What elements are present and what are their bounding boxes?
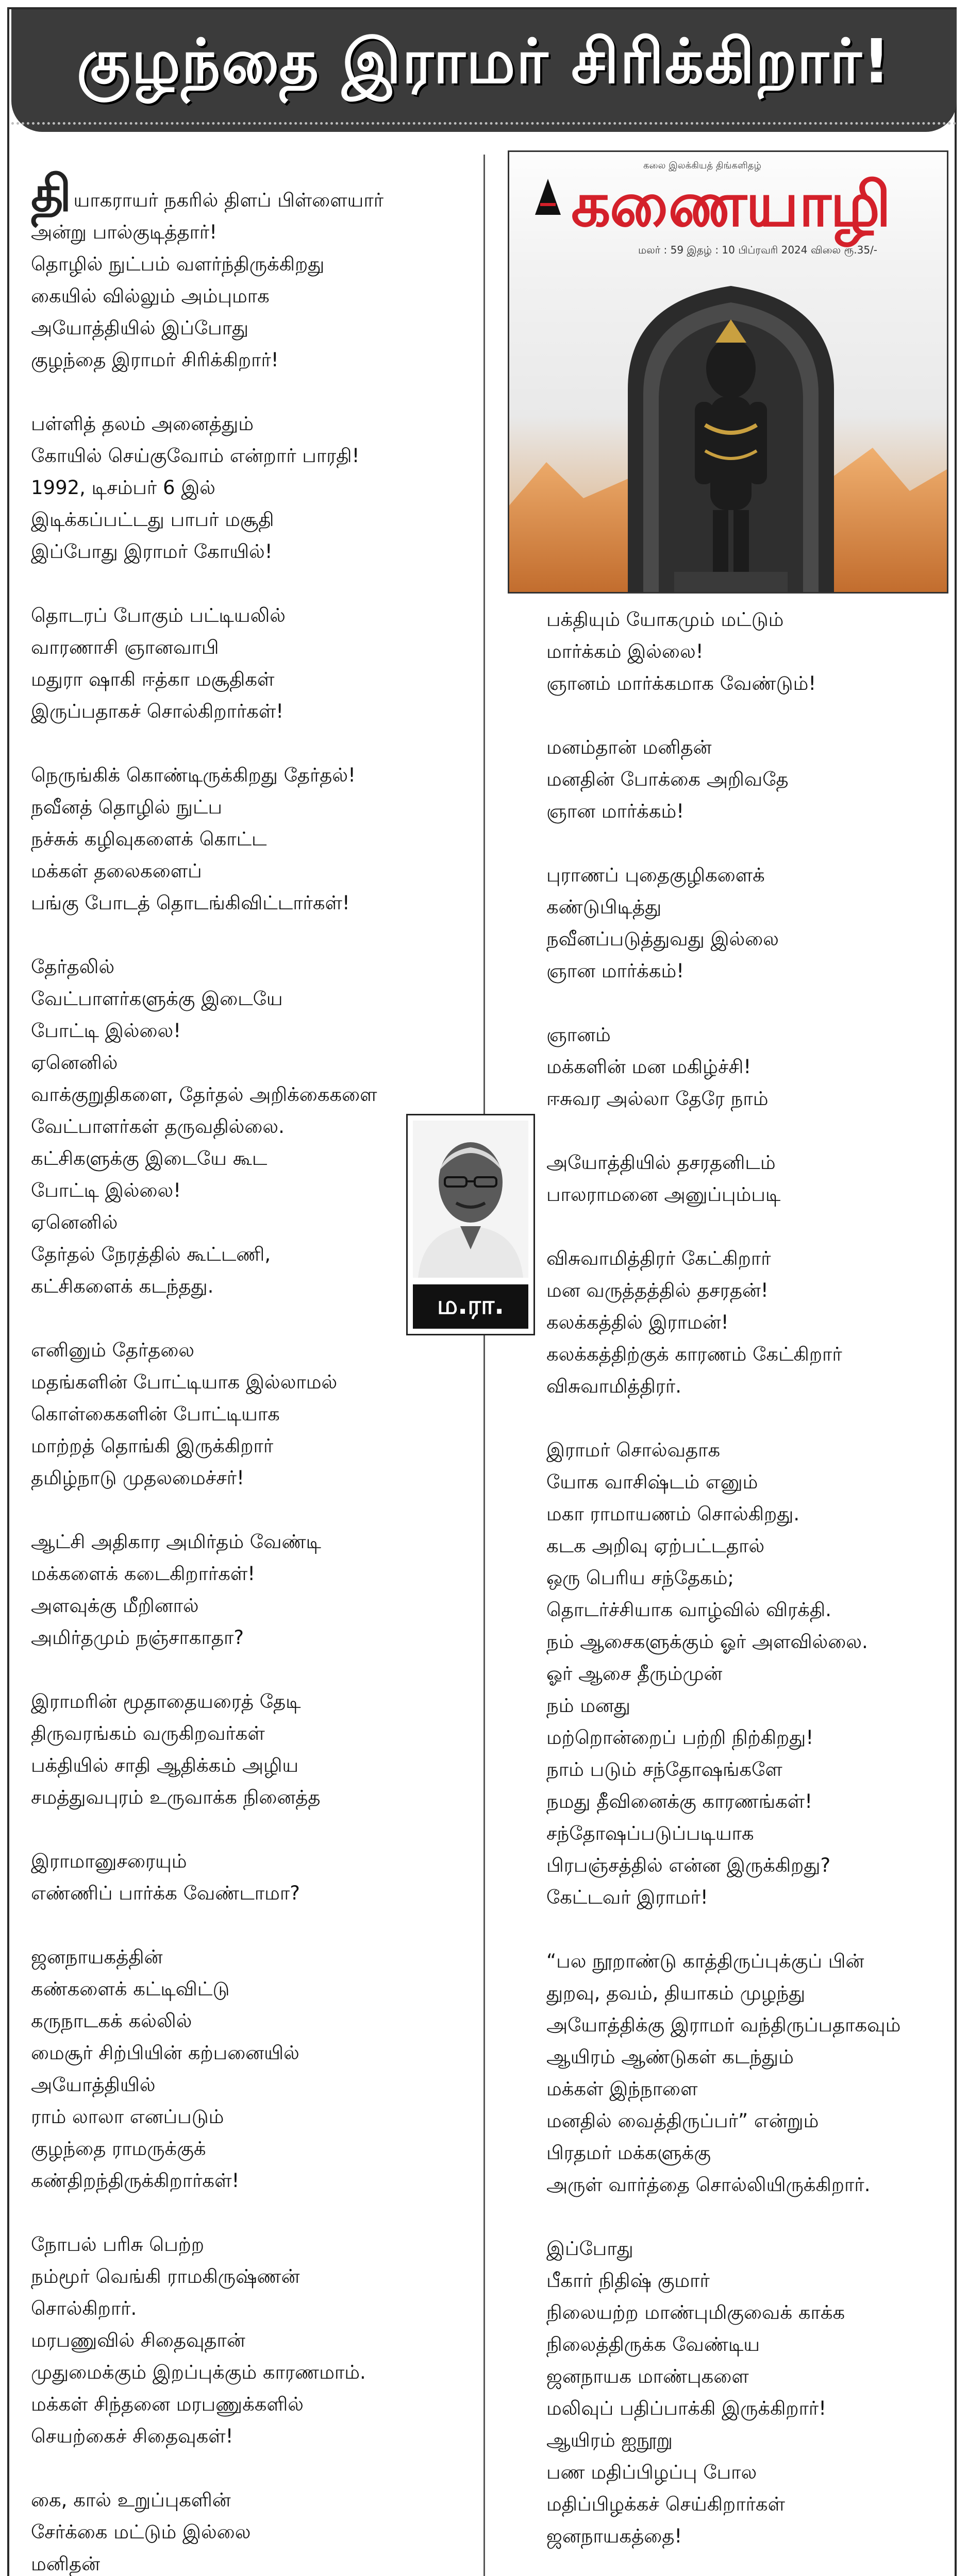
- poem-line-text: மற்றொன்றைப் பற்றி நிற்கிறது!: [546, 1726, 814, 1749]
- stanza: [31, 1686, 469, 1814]
- poem-line: [31, 344, 469, 376]
- poem-line: [546, 1019, 938, 1051]
- poem-line: [31, 2165, 469, 2197]
- poem-line: [31, 1750, 469, 1782]
- poem-line: [31, 2388, 469, 2420]
- poem-line: [546, 923, 938, 955]
- poem-line-text: மலிவுப் பதிப்பாக்கி இருக்கிறார்!: [546, 2397, 827, 2419]
- poem-line: [31, 472, 469, 504]
- poem-line: [31, 216, 469, 248]
- stanza: [546, 1243, 938, 1402]
- poem-line-text: தொடரப் போகும் பட்டியலில்: [31, 604, 286, 626]
- poem-line: [546, 1818, 938, 1850]
- poem-line-text: தமிழ்நாடு முதலமைச்சர்!: [31, 1467, 244, 1489]
- poem-line-text: இராமர் சொல்வதாக: [546, 1439, 721, 1461]
- poem-line-text: நமது தீவினைக்கு காரணங்கள்!: [546, 1790, 813, 1812]
- right-column: [546, 604, 938, 2576]
- poem-line-text: கண்டுபிடித்து: [546, 896, 662, 918]
- poem-line: [31, 1526, 469, 1558]
- cover-logo: கணையாழி: [571, 169, 890, 241]
- poem-line: [546, 795, 938, 827]
- poem-line-text: வாரணாசி ஞானவாபி: [31, 636, 219, 658]
- poem-line-text: நாம் படும் சந்தோஷங்களே: [546, 1758, 782, 1781]
- poem-line-text: மக்கள் தலைகளைப்: [31, 860, 202, 882]
- poem-line: [31, 2548, 469, 2576]
- poem-line: [31, 1207, 469, 1239]
- poem-line-text: தேர்தலில்: [31, 956, 115, 978]
- poem-line-text: முதுமைக்கும் இறப்புக்கும் காரணமாம்.: [31, 2361, 366, 2383]
- poem-line-text: யாகராயர் நகரில் திளப் பிள்ளையார்: [73, 189, 384, 211]
- poem-line-text: மனிதன்: [31, 2553, 101, 2575]
- poem-line-text: கலக்கத்தில் இராமன்!: [546, 1311, 729, 1333]
- stanza: [31, 2484, 469, 2576]
- poem-line: [546, 732, 938, 764]
- ram-idol-image: [617, 270, 844, 594]
- poem-line: [546, 604, 938, 636]
- poem-line-text: பள்ளித் தலம் அனைத்தும்: [31, 413, 254, 435]
- poem-line-text: மக்களின் மன மகிழ்ச்சி!: [546, 1056, 752, 1078]
- poem-line-text: ராம் லாலா எனப்படும்: [31, 2106, 224, 2128]
- poem-line: [31, 1430, 469, 1462]
- poem-line-text: மார்க்கம் இல்லை!: [546, 640, 704, 663]
- poem-line-text: தேர்தல் நேரத்தில் கூட்டணி,: [31, 1243, 271, 1265]
- poem-line: [31, 1175, 469, 1207]
- poem-line-text: கலக்கத்திற்குக் காரணம் கேட்கிறார்: [546, 1343, 842, 1365]
- poem-line-text: அயோத்தியில் தசரதனிடம்: [546, 1151, 776, 1174]
- poem-line: [31, 2133, 469, 2165]
- poem-line-text: மாற்றத் தொங்கி இருக்கிறார்: [31, 1435, 274, 1457]
- poem-line-text: புராணப் புதைகுழிகளைக்: [546, 864, 765, 886]
- poem-line-text: இருப்பதாகச் சொல்கிறார்கள்!: [31, 700, 284, 722]
- poem-line: [31, 2516, 469, 2548]
- poem-line-text: நவீனப்படுத்துவது இல்லை: [546, 928, 779, 950]
- poem-line-text: குழந்தை இராமர் சிரிக்கிறார்!: [31, 349, 279, 371]
- poem-line-text: துறவு, தவம், தியாகம் முழந்து: [546, 1982, 806, 2004]
- stanza: [546, 859, 938, 987]
- poem-line: [546, 2169, 938, 2201]
- poem-line-text: கட்சிகளைக் கடந்தது.: [31, 1275, 214, 1297]
- stanza: [546, 1945, 938, 2201]
- poem-line: [546, 1594, 938, 1626]
- poem-line: [546, 1945, 938, 1977]
- stanza: [31, 1845, 469, 1909]
- poem-line: [546, 2361, 938, 2393]
- poem-line: [31, 1270, 469, 1302]
- poem-line-text: கண்திறந்திருக்கிறார்கள்!: [31, 2170, 240, 2192]
- poem-line: [31, 504, 469, 536]
- poem-line: [31, 696, 469, 727]
- poem-line: [546, 891, 938, 923]
- stanza: [31, 408, 469, 568]
- poem-line: [31, 536, 469, 568]
- poem-line-text: இப்போது: [546, 2238, 633, 2260]
- poem-line-text: நச்சுக் கழிவுகளைக் கொட்ட: [31, 828, 267, 850]
- poem-line: [546, 636, 938, 668]
- poem-line-text: அயோத்தியில் இப்போது: [31, 317, 249, 339]
- poem-line: [31, 2069, 469, 2101]
- poem-line-text: கோயில் செய்குவோம் என்றார் பாரதி!: [31, 445, 360, 467]
- poem-line: [546, 1977, 938, 2009]
- poem-line-text: பண மதிப்பிழப்பு போல: [546, 2461, 757, 2483]
- poem-line-text: ஞானம்: [546, 1024, 611, 1046]
- title-banner: [11, 9, 957, 132]
- poem-line: [31, 600, 469, 632]
- poem-line: [546, 1243, 938, 1275]
- stanza: [31, 600, 469, 727]
- poem-line-text: எண்ணிப் பார்க்க வேண்டாமா?: [31, 1882, 300, 1904]
- poem-line-text: இராமரின் மூதாதையரைத் தேடி: [31, 1690, 301, 1713]
- poem-line-text: இப்போது இராமர் கோயில்!: [31, 540, 273, 563]
- poem-line-text: “பல நூறாண்டு காத்திருப்புக்குப் பின்: [546, 1950, 864, 1972]
- poem-line-text: நம் ஆசைகளுக்கும் ஓர் அளவில்லை.: [546, 1631, 868, 1653]
- poem-line: [546, 1370, 938, 1402]
- poem-line-text: வாக்குறுதிகளை, தேர்தல் அறிக்கைகளை: [31, 1083, 377, 1106]
- poem-line: [31, 1973, 469, 2005]
- poem-line-text: அருள் வார்த்தை சொல்லியிருக்கிறார்.: [546, 2174, 871, 2196]
- stanza: [31, 1526, 469, 1654]
- poem-line-text: அயோத்தியில்: [31, 2074, 156, 2096]
- poem-line: [31, 248, 469, 280]
- poem-line: [31, 1877, 469, 1909]
- poem-line-text: பிரதமர் மக்களுக்கு: [546, 2142, 711, 2164]
- poem-line-text: நம் மனது: [546, 1694, 631, 1717]
- poem-line-text: மதுரா ஷாகி ஈத்கா மசூதிகள்: [31, 668, 275, 690]
- poem-line: [31, 1462, 469, 1494]
- poem-line: [546, 1083, 938, 1115]
- poem-line: [31, 2005, 469, 2037]
- poem-line-text: மைசூர் சிற்பியின் கற்பனையில்: [31, 2042, 299, 2064]
- poem-line: [31, 1941, 469, 1973]
- poem-line-text: மக்கள் சிந்தனை மரபணுக்களில்: [31, 2393, 304, 2415]
- poem-line: [546, 1690, 938, 1722]
- stanza: [546, 1147, 938, 1211]
- poem-line-text: கேட்டவர் இராமர்!: [546, 1886, 708, 1908]
- poem-line-text: செயற்கைச் சிதைவுகள்!: [31, 2425, 233, 2447]
- poem-line: [31, 2357, 469, 2388]
- poem-line: [546, 668, 938, 700]
- left-column: [31, 165, 469, 2576]
- poem-line: [546, 2329, 938, 2361]
- poem-line-text: ஈசுவர அல்லா தேரே நாம்: [546, 1088, 769, 1110]
- poem-line: [546, 764, 938, 795]
- poem-line: [546, 2105, 938, 2137]
- poem-line-text: பக்தியும் யோகமும் மட்டும்: [546, 608, 784, 631]
- poem-line-text: சேர்க்கை மட்டும் இல்லை: [31, 2521, 251, 2543]
- poem-line: [31, 280, 469, 312]
- poem-line-text: மனதில் வைத்திருப்பர்” என்றும்: [546, 2110, 819, 2132]
- poem-line: [546, 1882, 938, 1913]
- poem-line: [31, 1334, 469, 1366]
- magazine-cover: [508, 150, 948, 594]
- poem-line-text: எனினும் தேர்தலை: [31, 1339, 195, 1361]
- poem-line-text: சந்தோஷப்படுப்படியாக: [546, 1822, 754, 1844]
- poem-line-text: கை, கால் உறுப்புகளின்: [31, 2489, 231, 2511]
- poem-line: [31, 1718, 469, 1750]
- poem-line-text: பாலராமனை அனுப்பும்படி: [546, 1183, 781, 1206]
- poem-line-text: இடிக்கப்பட்டது பாபர் மசூதி: [31, 509, 274, 531]
- poem-line-text: அமிர்தமும் நஞ்சாகாதா?: [31, 1626, 244, 1649]
- poem-line-text: ஓர் ஆசை தீரும்முன்: [546, 1663, 723, 1685]
- poem-line: [31, 2261, 469, 2293]
- poem-line: [31, 664, 469, 696]
- poem-line-text: சமத்துவபுரம் உருவாக்க நினைத்த: [31, 1786, 321, 1808]
- poem-line: [31, 2037, 469, 2069]
- poem-line: [31, 855, 469, 887]
- poem-line: [31, 2420, 469, 2452]
- poem-line-text: ஞானம் மார்க்கமாக வேண்டும்!: [546, 672, 816, 694]
- poem-line-text: அன்று பால்குடித்தார்!: [31, 221, 218, 243]
- poem-line-text: வேட்பாளர்கள் தருவதில்லை.: [31, 1115, 285, 1138]
- poem-line: [31, 165, 469, 223]
- cover-issue-info: மலர் : 59 இதழ் : 10 பிப்ரவரி 2024 விலை ரூ.35/-: [638, 244, 877, 256]
- poem-line: [546, 2297, 938, 2329]
- poem-line: [546, 1275, 938, 1307]
- poem-line: [546, 1530, 938, 1562]
- poem-line: [546, 1466, 938, 1498]
- poem-line-text: மகா ராமாயணம் சொல்கிறது.: [546, 1503, 800, 1525]
- poem-line: [31, 408, 469, 440]
- poem-line: [546, 1722, 938, 1754]
- poem-line-text: இராமானுசரையும்: [31, 1850, 187, 1872]
- poem-line: [546, 1051, 938, 1083]
- cover-tagline: கலை இலக்கியத் திங்களிதழ்: [643, 160, 761, 171]
- poem-line: [546, 2265, 938, 2297]
- poem-line-text: 1992, டிசம்பர் 6 இல்: [31, 477, 216, 499]
- poem-line-text: மனதின் போக்கை அறிவதே: [546, 768, 789, 790]
- stanza: [546, 1434, 938, 1913]
- poem-line: [31, 1686, 469, 1718]
- poem-line-text: ஒரு பெரிய சந்தேகம்;: [546, 1567, 735, 1589]
- poem-line-text: பீகார் நிதிஷ் குமார்: [546, 2269, 710, 2292]
- poem-line-text: விசுவாமித்திரர் கேட்கிறார்: [546, 1247, 771, 1269]
- poem-line: [546, 2137, 938, 2169]
- poem-line: [546, 1850, 938, 1882]
- poem-line: [546, 1434, 938, 1466]
- poem-line-text: ஆயிரம் ஆண்டுகள் கடந்தும்: [546, 2046, 794, 2068]
- poem-line: [546, 1338, 938, 1370]
- poem-line: [546, 1786, 938, 1818]
- poem-line: [546, 859, 938, 891]
- poem-line: [31, 791, 469, 823]
- poem-line-text: அளவுக்கு மீறினால்: [31, 1595, 199, 1617]
- poem-line: [31, 983, 469, 1015]
- poem-line: [546, 1498, 938, 1530]
- stanza: [31, 759, 469, 919]
- poem-line: [31, 887, 469, 919]
- poem-line-text: பங்கு போடத் தொடங்கிவிட்டார்கள்!: [31, 892, 350, 914]
- page-title: குழந்தை இராமர் சிரிக்கிறார்!: [76, 26, 892, 97]
- poem-line-text: மக்கள் இந்நாளை: [546, 2078, 698, 2100]
- poem-line-text: சொல்கிறார்.: [31, 2297, 137, 2319]
- poem-line-text: குழந்தை ராமருக்குக்: [31, 2138, 206, 2160]
- poem-line-text: பக்தியில் சாதி ஆதிக்கம் அழிய: [31, 1754, 299, 1776]
- poem-line-text: மதங்களின் போட்டியாக இல்லாமல்: [31, 1371, 338, 1393]
- poem-line-text: மரபணுவில் சிதைவுதான்: [31, 2329, 245, 2351]
- poem-line: [31, 2101, 469, 2133]
- poem-line-text: கொள்கைகளின் போட்டியாக: [31, 1403, 280, 1425]
- poem-line: [31, 1047, 469, 1079]
- poem-line: [31, 312, 469, 344]
- poem-line: [546, 2456, 938, 2488]
- stanza: [31, 1941, 469, 2197]
- logo-mark-icon: [530, 174, 566, 220]
- poem-line: [546, 1562, 938, 1594]
- poem-line-text: கடக அறிவு ஏற்பட்டதால்: [546, 1535, 765, 1557]
- poem-line-text: மன வருத்தத்தில் தசரதன்!: [546, 1279, 769, 1301]
- poem-line: [546, 1626, 938, 1658]
- poem-line-text: ஆயிரம் ஐநூறு: [546, 2429, 673, 2451]
- poem-line-text: கட்சிகளுக்கு இடையே கூட: [31, 1147, 268, 1170]
- poem-line-text: ஞான மார்க்கம்!: [546, 960, 685, 982]
- stanza: [31, 1334, 469, 1494]
- poem-line: [546, 2041, 938, 2073]
- poem-line: [31, 1111, 469, 1143]
- poem-line: [546, 1179, 938, 1211]
- poem-line-text: நெருங்கிக் கொண்டிருக்கிறது தேர்தல்!: [31, 764, 356, 786]
- stanza: [546, 732, 938, 827]
- poem-line: [546, 2233, 938, 2265]
- poem-line: [31, 1398, 469, 1430]
- poem-line-text: நிலையற்ற மாண்புமிகுவைக் காக்க: [546, 2301, 845, 2324]
- poem-line-text: கருநாடகக் கல்லில்: [31, 2010, 192, 2032]
- poem-line-text: தொடர்ச்சியாக வாழ்வில் விரக்தி.: [546, 1599, 831, 1621]
- poem-line: [546, 955, 938, 987]
- poem-line: [546, 1147, 938, 1179]
- poem-line: [31, 2325, 469, 2357]
- poem-line-text: ஜனநாயக மாண்புகளை: [546, 2365, 749, 2387]
- poem-line: [546, 2520, 938, 2552]
- poem-line: [31, 632, 469, 664]
- poem-line: [31, 1079, 469, 1111]
- poem-line-text: விசுவாமித்திரர்.: [546, 1375, 682, 1397]
- poem-line-text: ஏனெனில்: [31, 1211, 118, 1233]
- poem-line-text: நம்மூர் வெங்கி ராமகிருஷ்ணன்: [31, 2265, 300, 2287]
- poem-line: [31, 1143, 469, 1175]
- author-name: ம.ரா.: [413, 1284, 528, 1329]
- poem-line: [31, 1239, 469, 1270]
- poem-line: [31, 1845, 469, 1877]
- poem-line-text: வேட்பாளர்களுக்கு இடையே: [31, 988, 283, 1010]
- poem-line-text: ஏனெனில்: [31, 1052, 118, 1074]
- poem-line-text: கையில் வில்லும் அம்புமாக: [31, 285, 270, 307]
- poem-line: [31, 1782, 469, 1814]
- poem-line: [31, 1015, 469, 1047]
- dropcap: தி: [31, 165, 72, 223]
- poem-line-text: அயோத்திக்கு இராமர் வந்திருப்பதாகவும்: [546, 2014, 901, 2036]
- poem-line: [31, 440, 469, 472]
- author-box: [406, 1114, 535, 1335]
- poem-line: [31, 759, 469, 791]
- poem-line-text: நிலைத்திருக்க வேண்டிய: [546, 2333, 760, 2355]
- poem-line: [546, 1754, 938, 1786]
- poem-line: [31, 951, 469, 983]
- poem-line-text: போட்டி இல்லை!: [31, 1179, 181, 1201]
- poem-line: [31, 1558, 469, 1590]
- poem-line-text: நவீனத் தொழில் நுட்ப: [31, 796, 222, 818]
- poem-line-text: கண்களைக் கட்டிவிட்டு: [31, 1978, 230, 2000]
- poem-line: [31, 1590, 469, 1622]
- stanza: [31, 2229, 469, 2452]
- poem-line: [31, 1366, 469, 1398]
- poem-line-text: மதிப்பிழக்கச் செய்கிறார்கள்: [546, 2493, 785, 2515]
- poem-line: [546, 1658, 938, 1690]
- poem-line-text: ஜனநாயகத்தின்: [31, 1946, 163, 1968]
- poem-line-text: போட்டி இல்லை!: [31, 1020, 181, 1042]
- poem-line-text: ஞான மார்க்கம்!: [546, 800, 685, 822]
- author-photo: [413, 1121, 528, 1278]
- poem-line-text: ஆட்சி அதிகார அமிர்தம் வேண்டி: [31, 1531, 322, 1553]
- poem-line: [546, 2009, 938, 2041]
- poem-line-text: ஜனநாயகத்தை!: [546, 2525, 682, 2547]
- poem-line-text: மனம்தான் மனிதன்: [546, 736, 712, 758]
- stanza: [546, 1019, 938, 1115]
- poem-line: [31, 2229, 469, 2261]
- poem-line: [546, 2425, 938, 2456]
- poem-line: [31, 2293, 469, 2325]
- temple-illustration: [509, 448, 633, 592]
- poem-line: [546, 2393, 938, 2425]
- poem-line-text: திருவரங்கம் வருகிறவர்கள்: [31, 1722, 265, 1744]
- stanza: [31, 165, 469, 376]
- poem-line: [31, 823, 469, 855]
- stanza: [546, 604, 938, 700]
- poem-line: [546, 2073, 938, 2105]
- stanza: [31, 951, 469, 1302]
- poem-line: [546, 2488, 938, 2520]
- poem-line: [31, 2484, 469, 2516]
- stanza: [546, 2233, 938, 2552]
- poem-line-text: தொழில் நுட்பம் வளர்ந்திருக்கிறது: [31, 253, 325, 275]
- poem-line: [546, 1307, 938, 1338]
- poem-line-text: பிரபஞ்சத்தில் என்ன இருக்கிறது?: [546, 1854, 831, 1876]
- poem-line-text: மக்களைக் கடைகிறார்கள்!: [31, 1563, 256, 1585]
- poem-line-text: நோபல் பரிசு பெற்ற: [31, 2233, 205, 2256]
- poem-line: [31, 1622, 469, 1654]
- column-divider: [483, 155, 485, 2576]
- poem-line-text: யோக வாசிஷ்டம் எனும்: [546, 1471, 758, 1493]
